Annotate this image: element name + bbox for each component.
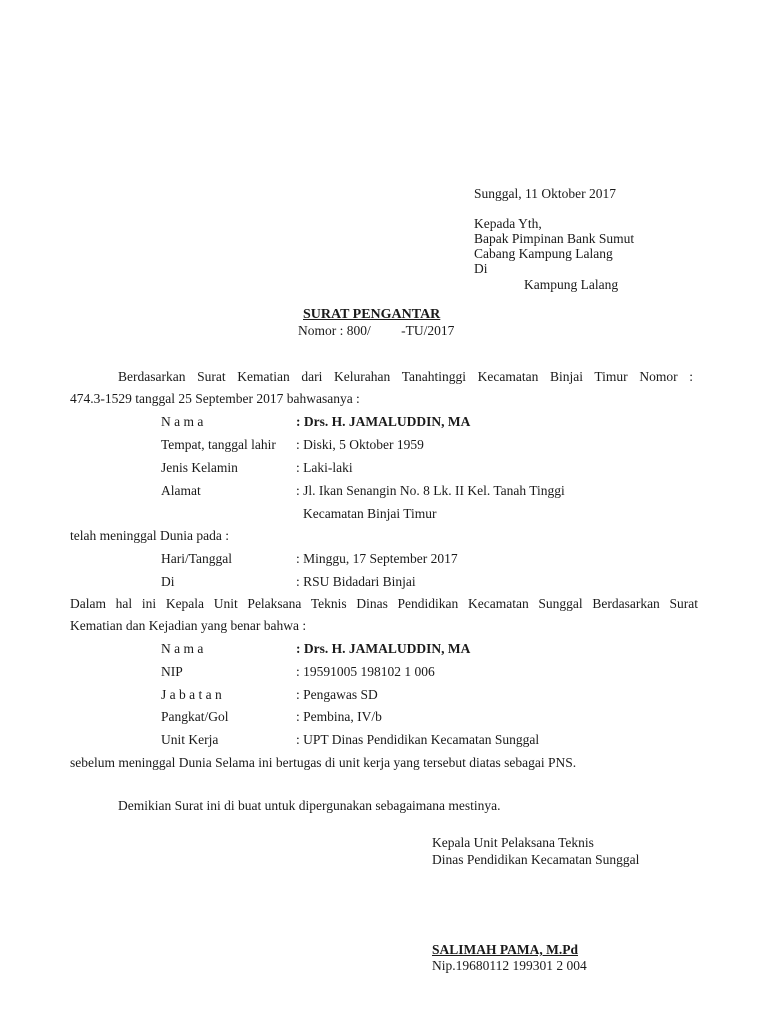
field-value-gender: : Laki-laki bbox=[296, 460, 353, 475]
recipient-name: Bapak Pimpinan Bank Sumut bbox=[474, 231, 635, 246]
recipient-city: Kampung Lalang bbox=[524, 277, 619, 292]
field-label-place: Di bbox=[161, 574, 175, 589]
letter-number: Nomor : 800/ -TU/2017 bbox=[298, 323, 455, 338]
field-label-rank: Pangkat/Gol bbox=[161, 709, 229, 724]
field-value-day-date: : Minggu, 17 September 2017 bbox=[296, 551, 458, 566]
recipient-di: Di bbox=[474, 261, 488, 276]
field-label-work-unit: Unit Kerja bbox=[161, 732, 219, 747]
field-value-address-2: Kecamatan Binjai Timur bbox=[303, 506, 437, 521]
closing-line: sebelum meninggal Dunia Selama ini bertugas di unit kerja yang tersebut diatas sebagai PNS. bbox=[70, 755, 577, 770]
field-label-position: J a b a t a n bbox=[161, 687, 222, 702]
field-label-nip: NIP bbox=[161, 664, 183, 679]
recipient-branch: Cabang Kampung Lalang bbox=[474, 246, 613, 261]
field-value-name: : Drs. H. JAMALUDDIN, MA bbox=[296, 414, 471, 429]
field-value-address: : Jl. Ikan Senangin No. 8 Lk. II Kel. Tanah Tinggi bbox=[296, 483, 565, 498]
closing-statement: Demikian Surat ini di buat untuk dipergunakan sebagaimana mestinya. bbox=[118, 798, 501, 813]
place-date: Sunggal, 11 Oktober 2017 bbox=[474, 186, 616, 201]
field-value-birth: : Diski, 5 Oktober 1959 bbox=[296, 437, 424, 452]
field-value-rank: : Pembina, IV/b bbox=[296, 709, 382, 724]
statement-line-1: Dalam hal ini Kepala Unit Pelaksana Teknis Dinas Pendidikan Kecamatan Sunggal Berdasarkan Surat bbox=[70, 596, 698, 611]
field-label-birth: Tempat, tanggal lahir bbox=[161, 437, 276, 452]
field-value-nip: : 19591005 198102 1 006 bbox=[296, 664, 435, 679]
field-label-gender: Jenis Kelamin bbox=[161, 460, 238, 475]
recipient-greeting: Kepada Yth, bbox=[474, 216, 542, 231]
statement-line-2: Kematian dan Kejadian yang benar bahwa : bbox=[70, 618, 307, 633]
field-value-place: : RSU Bidadari Binjai bbox=[296, 574, 416, 589]
field-value-position: : Pengawas SD bbox=[296, 687, 378, 702]
field-label-address: Alamat bbox=[161, 483, 201, 498]
field-label-name: N a m a bbox=[161, 414, 204, 429]
signature-title-1: Kepala Unit Pelaksana Teknis bbox=[432, 835, 594, 850]
intro-line-1: Berdasarkan Surat Kematian dari Kelurahan Tanahtinggi Kecamatan Binjai Timur Nomor : bbox=[118, 369, 693, 384]
died-intro: telah meninggal Dunia pada : bbox=[70, 528, 229, 543]
field-value-name-2: : Drs. H. JAMALUDDIN, MA bbox=[296, 641, 471, 656]
field-label-day-date: Hari/Tanggal bbox=[161, 551, 233, 566]
signature-title-2: Dinas Pendidikan Kecamatan Sunggal bbox=[432, 852, 640, 867]
field-value-work-unit: : UPT Dinas Pendidikan Kecamatan Sunggal bbox=[296, 732, 540, 747]
signature-name: SALIMAH PAMA, M.Pd bbox=[432, 942, 578, 957]
intro-line-2: 474.3-1529 tanggal 25 September 2017 bahwasanya : bbox=[70, 391, 360, 406]
field-label-name-2: N a m a bbox=[161, 641, 204, 656]
signature-nip: Nip.19680112 199301 2 004 bbox=[432, 958, 587, 973]
letter-title: SURAT PENGANTAR bbox=[303, 307, 441, 322]
